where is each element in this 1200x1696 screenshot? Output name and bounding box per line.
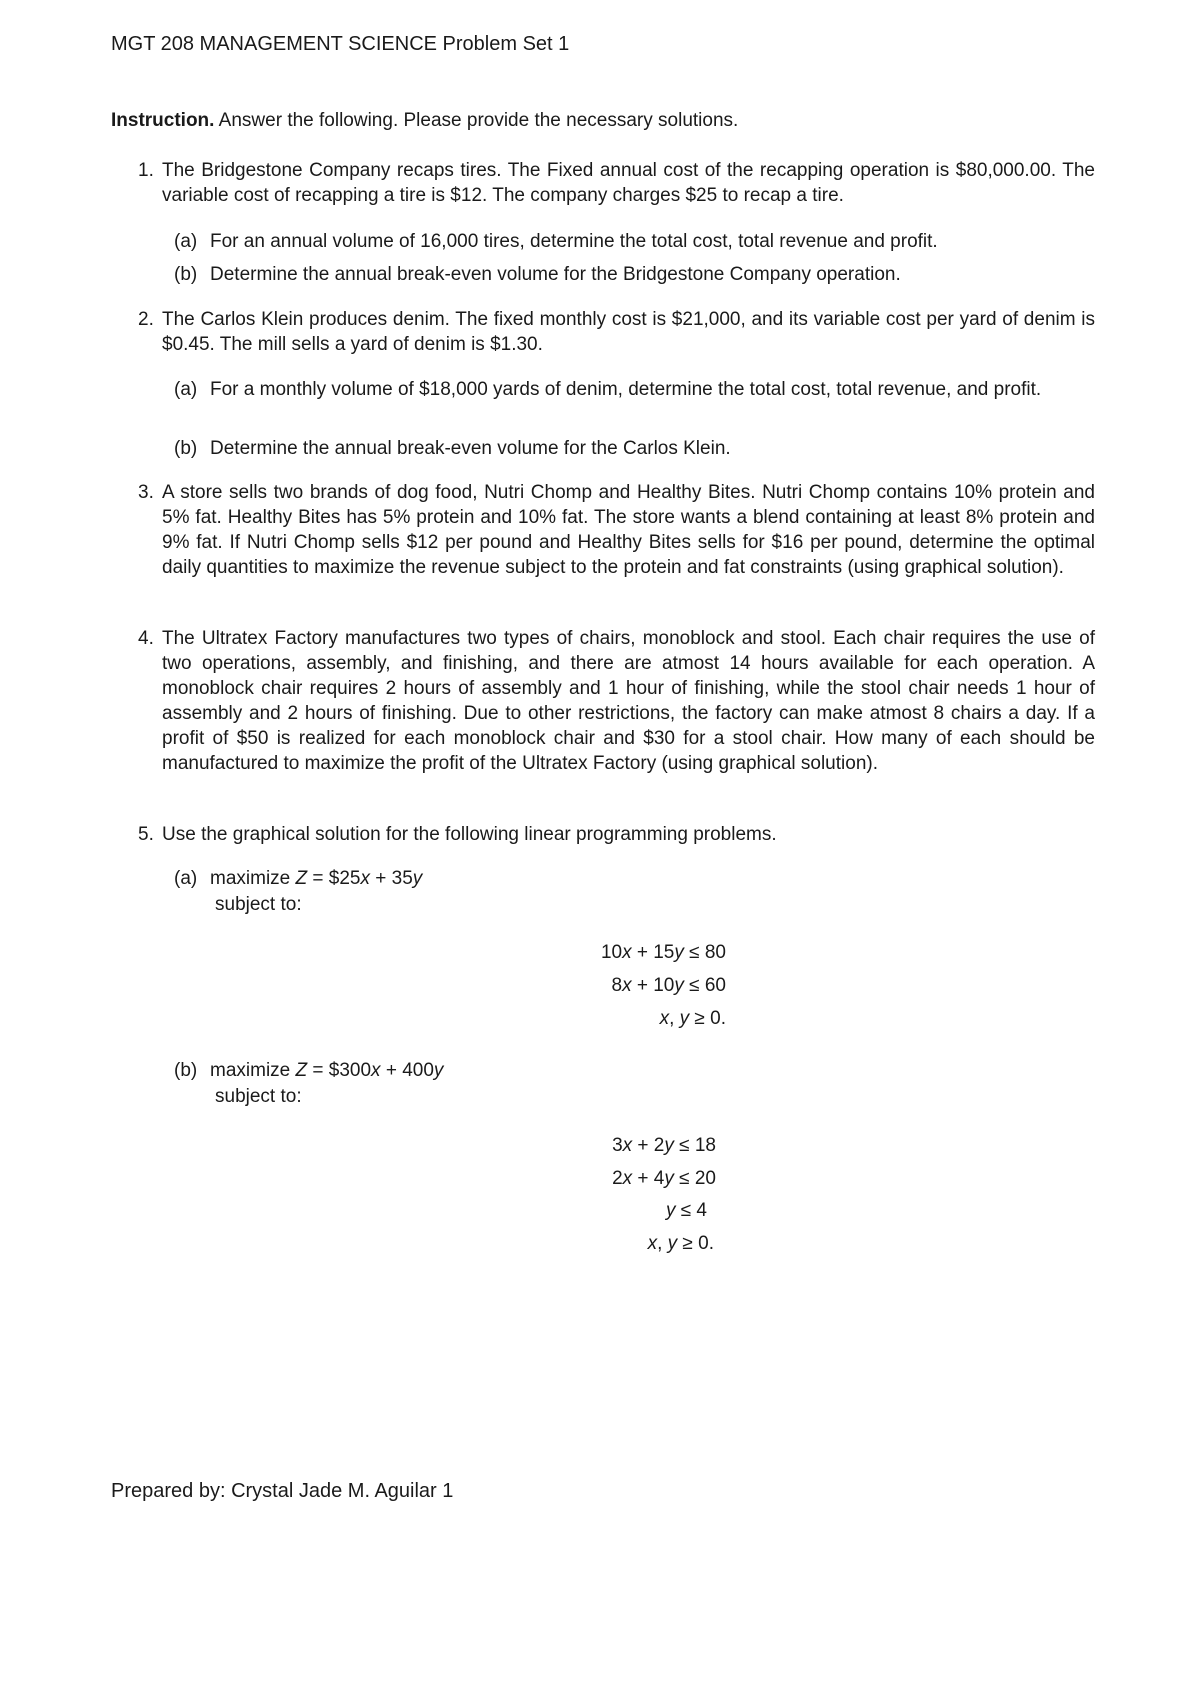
question-text: Use the graphical solution for the following linear programming problems. [162,824,777,845]
subject-to-label: subject to: [215,894,302,915]
part-text: For an annual volume of 16,000 tires, determine the total cost, total revenue and profit. [210,231,938,252]
constraint: x, y ≥ 0. [659,1008,726,1029]
question-number: 5. [138,824,154,845]
question-3 [138,480,1095,580]
part-text: For a monthly volume of $18,000 yards of denim, determine the total cost, total revenue, and profit. [210,379,1042,400]
objective-function: maximize Z = $300x + 400y [210,1060,444,1081]
objective-function: maximize Z = $25x + 35y [210,868,423,889]
question-5 [138,822,1095,847]
subject-to-label: subject to: [215,1086,302,1107]
part-label: (b) [174,264,198,285]
question-2-part-b [174,436,1095,461]
lp-a-objective [174,866,1095,891]
constraint: 10x + 15y ≤ 80 [600,942,726,963]
question-2 [138,307,1095,357]
question-text: A store sells two brands of dog food, Nutri Chomp and Healthy Bites. Nutri Chomp contains 10% protein and 5% fat. Healthy Bites has 5% protein and 10% fat. The store wants a blend containing at least 8% protein and 9% fat. If Nutri Chomp sells $12 per pound and Healthy Bites sells for $16 per pound, determine the optimal daily quantities to maximize the revenue subject to the protein and fat constraints (using graphical solution). [162,482,1095,578]
question-1-part-b [174,262,1095,287]
instruction [111,108,1111,133]
question-number: 3. [138,482,154,503]
lp-b-objective [174,1058,1095,1083]
part-label: (a) [174,868,198,889]
question-2-part-a [174,377,1095,402]
question-number: 4. [138,628,154,649]
question-text: The Ultratex Factory manufactures two types of chairs, monoblock and stool. Each chair requires the use of two operations, assembly, and finishing, and there are atmost 14 hours available for each operation. A monoblock chair requires 2 hours of assembly and 1 hour of finishing, while the stool chair needs 1 hour of assembly and 2 hours of finishing. Due to other restrictions, the factory can make atmost 8 chairs a day. If a profit of $50 is realized for each monoblock chair and $30 for a stool chair. How many of each should be manufactured to maximize the profit of the Ultratex Factory (using graphical solution). [162,628,1095,774]
question-1-part-a [174,229,1095,254]
page-header: MGT 208 MANAGEMENT SCIENCE Problem Set 1 [111,33,570,55]
part-label: (a) [174,231,198,252]
part-label: (b) [174,438,198,459]
constraint: 8x + 10y ≤ 60 [611,975,726,996]
footer-prepared-by: Prepared by: Crystal Jade M. Aguilar 1 [111,1480,454,1502]
part-text: Determine the annual break-even volume for the Carlos Klein. [210,438,731,459]
part-label: (b) [174,1060,198,1081]
instruction-label: Instruction. [111,110,215,131]
question-text: The Carlos Klein produces denim. The fixed monthly cost is $21,000, and its variable cost per yard of denim is $0.45. The mill sells a yard of denim is $1.30. [162,309,1095,355]
question-1 [138,158,1095,208]
instruction-text: Answer the following. Please provide the necessary solutions. [214,110,739,131]
question-number: 2. [138,309,154,330]
question-text: The Bridgestone Company recaps tires. The Fixed annual cost of the recapping operation is $80,000.00. The variable cost of recapping a tire is $12. The company charges $25 to recap a tire. [162,160,1095,206]
part-text: Determine the annual break-even volume for the Bridgestone Company operation. [210,264,901,285]
question-4 [138,626,1095,776]
part-label: (a) [174,379,198,400]
constraint: 2x + 4y ≤ 20 [612,1168,716,1189]
constraint: 3x + 2y ≤ 18 [612,1135,716,1156]
question-number: 1. [138,160,154,181]
constraint: y ≤ 4 [665,1200,707,1221]
constraint: x, y ≥ 0. [647,1233,714,1254]
